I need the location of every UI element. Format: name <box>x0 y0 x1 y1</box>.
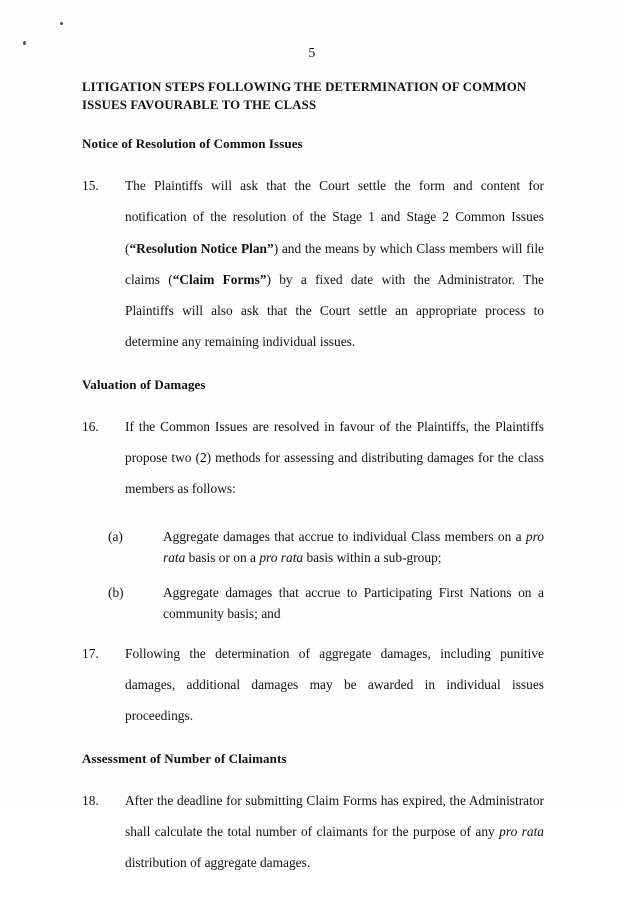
list-item-text: Aggregate damages that accrue to individual Class members on a pro rata basis or on a pro rata basis within a sub-group; <box>163 529 544 566</box>
sub-item-list <box>82 526 544 624</box>
document-heading: LITIGATION STEPS FOLLOWING THE DETERMINATION OF COMMON ISSUES FAVOURABLE TO THE CLASS <box>82 80 527 113</box>
section-heading-notice-of-resolution: Notice of Resolution of Common Issues <box>82 136 303 152</box>
list-item <box>108 526 544 568</box>
paragraph-number: 18. <box>82 793 99 809</box>
list-item-label: (a) <box>108 529 123 545</box>
paragraph-18 <box>82 785 544 878</box>
paragraph-number: 17. <box>82 645 99 661</box>
paragraph-15 <box>82 170 544 357</box>
list-item-text: Aggregate damages that accrue to Participating First Nations on a community basis; and <box>163 584 544 621</box>
paragraph-text: The Plaintiffs will ask that the Court settle the form and content for notification of the resolution of the Stage 1 and Stage 2 Common Issues (“Resolution Notice Plan”) and the means by which Class members will file claims (“Claim Forms”) by a fixed date with the Administrator. The Plaintiffs will also ask that the Court settle an appropriate process to determine any remaining individual issues. <box>125 178 544 349</box>
paragraph-16 <box>82 411 544 504</box>
paragraph-text: After the deadline for submitting Claim Forms has expired, the Administrator shall calculate the total number of claimants for the purpose of any pro rata distribution of aggregate damages. <box>125 793 544 871</box>
section-heading-assessment-of-claimants: Assessment of Number of Claimants <box>82 751 287 767</box>
list-item <box>108 582 544 624</box>
paragraph-text: Following the determination of aggregate damages, including punitive damages, additional damages may be awarded in individual issues proceedings. <box>125 645 544 724</box>
paragraph-number: 15. <box>82 178 99 194</box>
paragraph-number: 16. <box>82 418 99 434</box>
section-heading-valuation-of-damages: Valuation of Damages <box>82 376 206 392</box>
list-item-label: (b) <box>108 584 124 600</box>
paragraph-text: If the Common Issues are resolved in favour of the Plaintiffs, the Plaintiffs propose two (2) methods for assessing and distributing damages for the class members as follows: <box>125 418 544 497</box>
paragraph-17 <box>82 638 544 731</box>
document-body <box>82 78 544 898</box>
scan-speck-icon <box>60 22 63 25</box>
page-number: 5 <box>308 45 316 60</box>
